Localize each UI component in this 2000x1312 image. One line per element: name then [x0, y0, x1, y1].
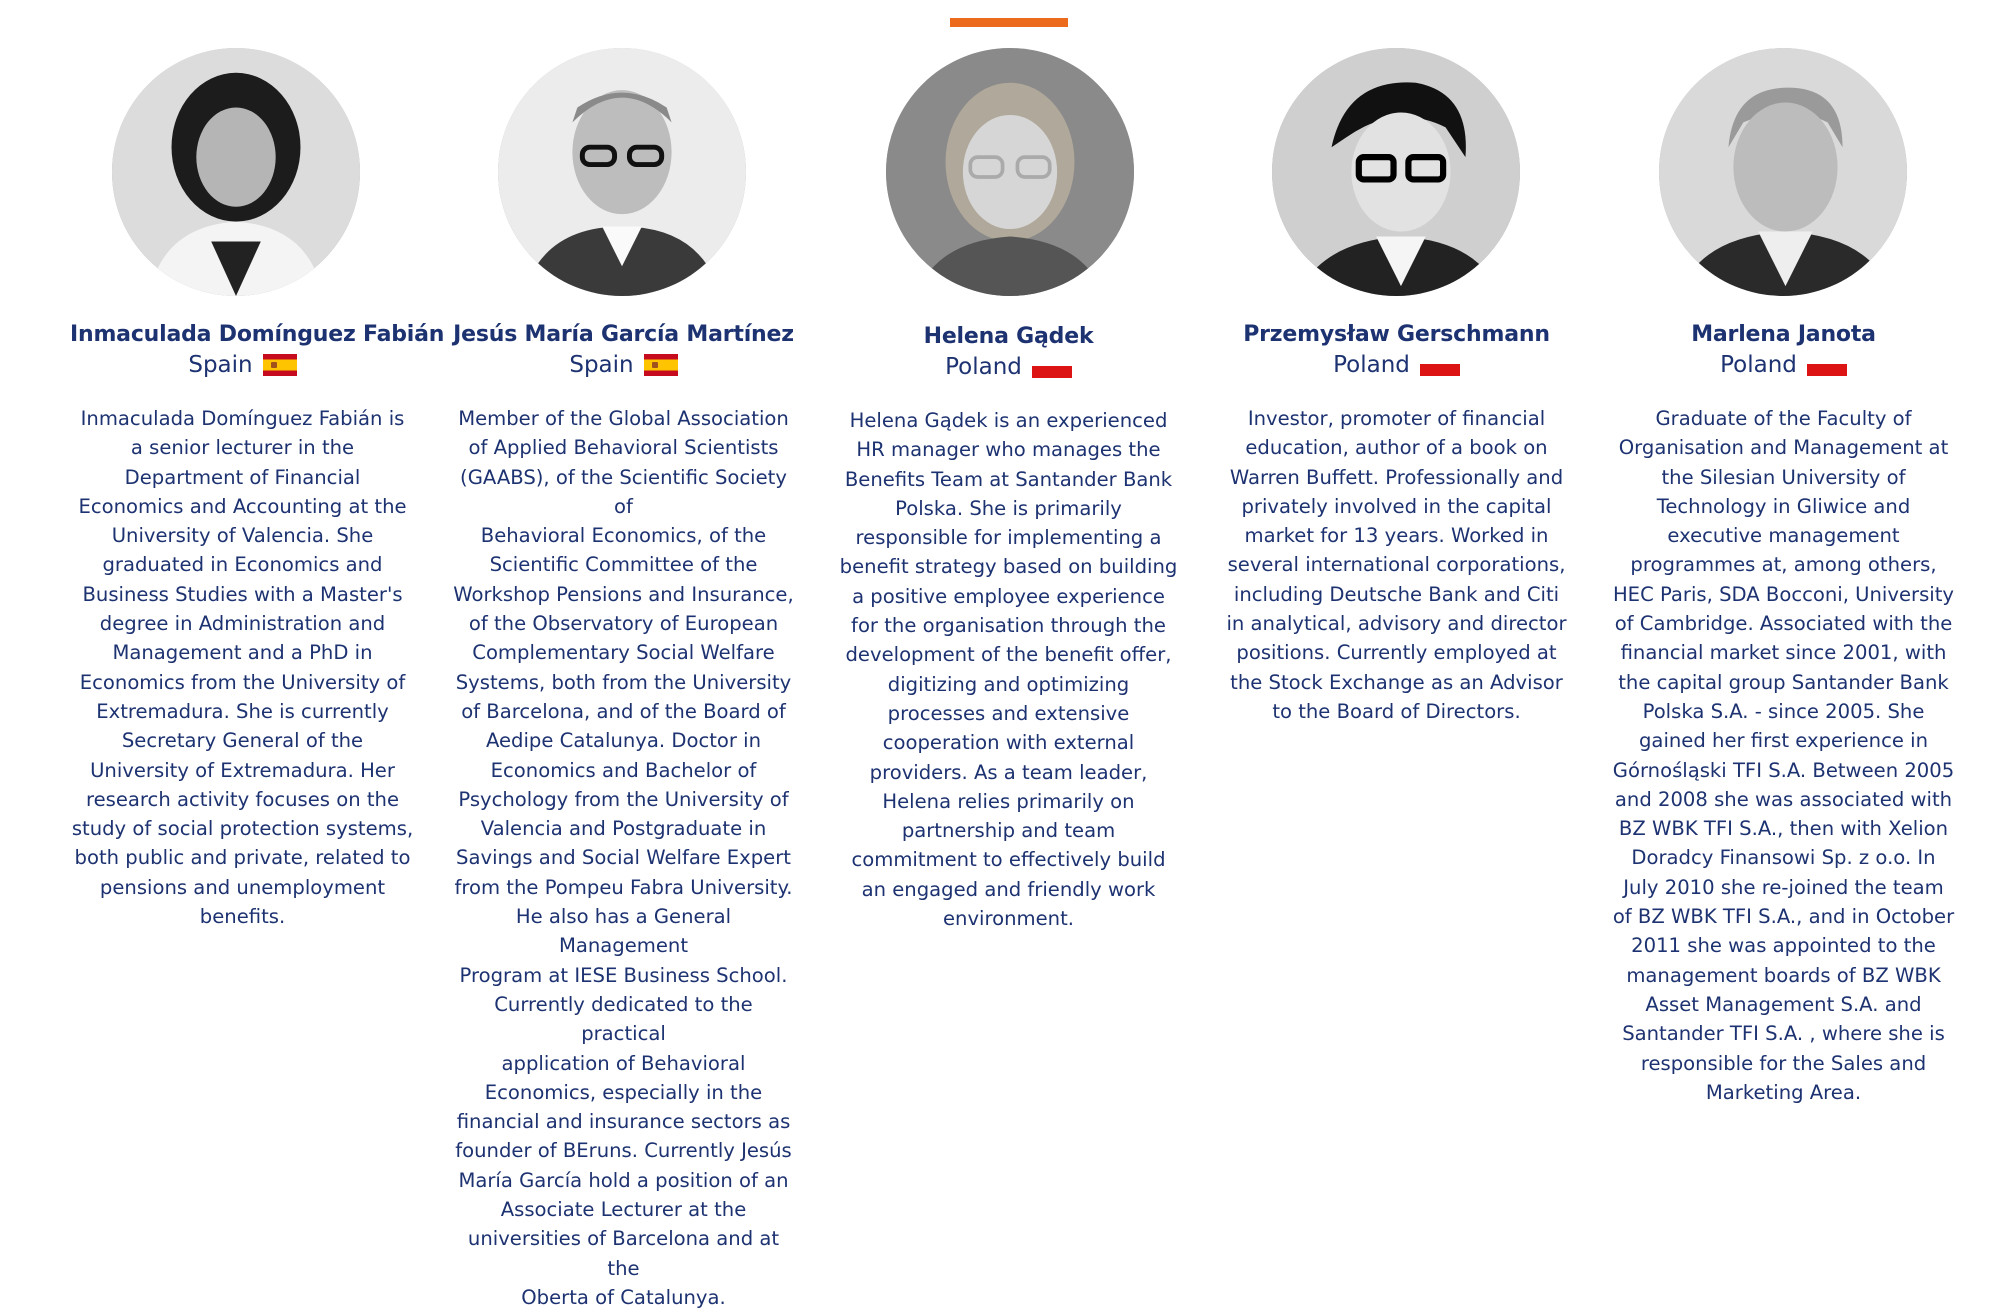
spain-flag-icon [644, 354, 678, 376]
carousel-active-indicator [950, 18, 1068, 27]
person-country [1611, 352, 1956, 378]
person-bio: Member of the Global Association of Applied Behavioral Scientists (GAABS), of the Scientific Society of Behavioral Economics, of the Scientific Committee of the Workshop Pensions and Insurance, of the Observatory of European Complementary Social Welfare Systems, both from the University of Barcelona, and of the Board of Aedipe Catalunya. Doctor in Economics and Bachelor of Psychology from the University of Valencia and Postgraduate in Savings and Social Welfare Expert from the Pompeu Fabra University. He also has a General Management Program at IESE Business School. Currently dedicated to the practical application of Behavioral Economics, especially in the financial and insurance sectors as founder of BEruns. Currently Jesús María García hold a position of an Associate Lecturer at the universities of Barcelona and at the Oberta of Catalunya. [453, 407, 794, 1309]
person-bio: Graduate of the Faculty of Organisation and Management at the Silesian University of Technology in Gliwice and executive management programmes at, among others, HEC Paris, SDA Bocconi, University of Cambridge. Associated with the financial market since 2001, with the capital group Santander Bank Polska S.A. - since 2005. She gained her first experience in Górnośląski TFI S.A. Between 2005 and 2008 she was associated with BZ WBK TFI S.A., then with Xelion Doradcy Finansowi Sp. z o.o. In July 2010 she re-joined the team of BZ WBK TFI S.A., and in October 2011 she was appointed to the management boards of BZ WBK Asset Management S.A. and Santander TFI S.A. , where she is responsible for the Sales and Marketing Area. [1612, 407, 1955, 1104]
poland-flag-icon [1032, 366, 1072, 378]
portrait-photo [498, 48, 746, 296]
poland-flag-icon [1807, 364, 1847, 376]
country-label: Poland [1333, 352, 1410, 378]
country-label: Spain [188, 352, 253, 378]
person-bio: Helena Gądek is an experienced HR manager who manages the Benefits Team at Santander Bank Polska. She is primarily responsible for implementing a benefit strategy based on building a positive employee experience for the organisation through the development of the benefit offer, digitizing and optimizing processes and extensive cooperation with external providers. As a team leader, Helena relies primarily on partnership and team commitment to effectively build an engaged and friendly work environment. [839, 409, 1178, 931]
person-name: Marlena Janota [1691, 322, 1876, 347]
person-country [1224, 352, 1569, 378]
person-country [836, 354, 1181, 380]
portrait-photo [112, 48, 360, 296]
country-label: Spain [569, 352, 634, 378]
person-silhouette-icon [112, 48, 360, 296]
person-country [70, 352, 415, 378]
person-name: Jesús María García Martínez [453, 322, 794, 347]
person-name: Helena Gądek [923, 324, 1094, 349]
person-country [451, 352, 796, 378]
portrait-photo [1659, 48, 1907, 296]
person-silhouette-icon [1659, 48, 1907, 296]
country-label: Poland [1720, 352, 1797, 378]
person-silhouette-icon [1272, 48, 1520, 296]
person-bio: Investor, promoter of financial education, author of a book on Warren Buffett. Professionally and privately involved in the capital market for 13 years. Worked in several international corporations, including Deutsche Bank and Citi in analytical, advisory and director positions. Currently employed at the Stock Exchange as an Advisor to the Board of Directors. [1226, 407, 1567, 723]
person-name: Przemysław Gerschmann [1243, 322, 1550, 347]
portrait-photo [886, 48, 1134, 296]
portrait-photo [1272, 48, 1520, 296]
spain-flag-icon [263, 354, 297, 376]
poland-flag-icon [1420, 364, 1460, 376]
person-bio: Inmaculada Domínguez Fabián is a senior lecturer in the Department of Financial Economics and Accounting at the University of Valencia. She graduated in Economics and Business Studies with a Master's degree in Administration and Management and a PhD in Economics from the University of Extremadura. She is currently Secretary General of the University of Extremadura. Her research activity focuses on the study of social protection systems, both public and private, related to pensions and unemployment benefits. [71, 407, 414, 929]
country-label: Poland [945, 354, 1022, 380]
person-silhouette-icon [886, 48, 1134, 296]
person-name: Inmaculada Domínguez Fabián [70, 322, 445, 347]
person-silhouette-icon [498, 48, 746, 296]
